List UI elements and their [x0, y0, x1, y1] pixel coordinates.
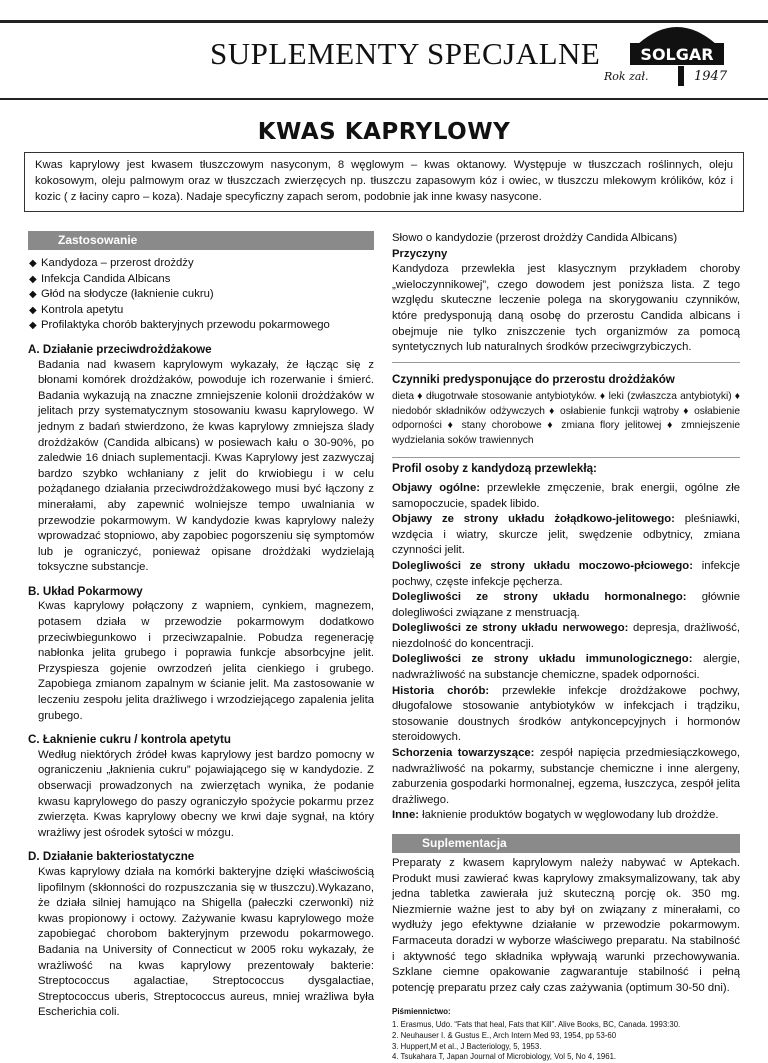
section-c-heading: C. Łaknienie cukru / kontrola apetytu — [28, 733, 231, 747]
profile-text: zespół napięcia przedmiesiączkowego, nadwrażliwość na pokarmy, substancje chemiczne i inne alergeny, zaburzenia gospodarki hormonalnej, egzema, łuszczyca, zespół jelita drażliwego. — [392, 747, 741, 806]
logo-brand: SOLGAR — [640, 45, 714, 64]
list-item-text: Głód na słodycze (łaknienie cukru) — [41, 288, 214, 301]
profile-label: Historia chorób: — [392, 684, 490, 697]
list-item-text: Profilaktyka chorób bakteryjnych przewodu pokarmowego — [41, 319, 330, 332]
intro-text: Kwas kaprylowy jest kwasem tłuszczowym nasyconym, 8 węglowym – kwas oktanowy. Występuje w tłuszczach roślinnych, oleju kokosowym, oleju palmowym oraz w tłuszczach zwierzęcych np. tłuszczu zapasowym kóz i owiec, w tłuszczu mlekowym królików, kóz i kozic ( z łaciny capro – koza). Nadaje specyficzny zapach serom, podobnie jak inne kwasy nasycone. — [35, 159, 733, 203]
list-item — [28, 318, 374, 334]
profile-label: Dolegliwości ze strony układu immunologicznego: — [392, 653, 693, 666]
references-list — [392, 1020, 740, 1063]
profile-item — [392, 746, 740, 808]
przyczyny-body: Kandydoza przewlekła jest klasycznym przykładem choroby „wieloczynnikowej”, czego dowodem jest poniższa lista. Z tego względu skuteczne leczenie polega na skorygowaniu czynników, które predysponują daną osobę do przerostu Candida albicans i obejmuje nie tylko zniszczenie tych organizmów za pomocą syntetycznych lub naturalnych środków przeciwgrzybiczych. — [392, 263, 740, 354]
profile-text: depresja, drażliwość, niezdolność do koncentracji. — [392, 622, 740, 650]
profile-text: alergie, nadwrażliwość na substancje chemiczne, spadek odporności. — [392, 653, 740, 682]
section-d-body: Kwas kaprylowy działa na komórki bakteryjne dzięki właściwością lipofilnym (skłonności do rozpuszczania się w tłuszczu).Wykazano, że działa silniej hamująco na Shigella (pałeczki czerwonki) niż kwas propionowy i octowy. Zażywanie kwasu kaprylowego może zapobiegać chorobom bakteryjnym przewodu pokarmowego. Badania na University of Connecticut w 2005 roku wykazały, że wrażliwość na kwas kaprylowy prezentowały bakterie: Streptococcus agalactiae, Streptococcus dysgalactiae, Streptococcus uberis, Streptococcus aureus, mniej wrażliwa była Escherichia coli. — [38, 865, 374, 1019]
profile-text: łaknienie produktów bogatych w węglowodany lub drożdże. — [422, 809, 719, 822]
solgar-logo — [602, 14, 752, 94]
list-item — [28, 303, 374, 319]
diamond-bullet-icon: ◆ — [29, 304, 37, 316]
references-title: Piśmiennictwo: — [392, 1007, 451, 1017]
list-item-text: Kontrola apetytu — [41, 303, 124, 316]
logo-arch — [638, 27, 716, 44]
suplementacja-body: Preparaty z kwasem kaprylowym należy nabywać w Aptekach. Produkt musi zawierać kwas kaprylowy zmaksymalizowany, tak aby jedna tabletka zawierała już skuteczną porcję ok. 350 mg. Niezmiernie ważne jest to aby był on związany z minerałami, co wydłuży jego efektywne działanie w przewodzie pokarmowym. Farmaceuta doradzi w wyborze właściwego preparatu. Na stabilność i aktywność tego składnika wpływają warunki przechowywania. Szklane ciemne opakowanie zagwarantuje stabilność i pełną potencję preparatu przez cały czas zażywania (optimum 30-50 dni). — [392, 857, 740, 994]
diamond-bullet-icon: ◆ — [29, 289, 37, 301]
profile-label: Objawy ze strony układu żołądkowo-jelitowego: — [392, 513, 675, 526]
diamond-bullet-icon: ◆ — [29, 320, 37, 332]
factors-list: dieta ♦ długotrwałe stosowanie antybiotyków. ♦ leki (zwłaszcza antybiotyki) ♦ niedobór składników odżywczych ♦ osłabienie funkcji wątroby ♦ osłabienie odporności ♦ stany chorobowe ♦ zmiana flory jelitowej ♦ zmniejszenie wydzielania soków trawiennych — [392, 391, 740, 446]
header-rule — [0, 98, 768, 100]
profile-text: przewlekłe zmęczenie, brak energii, ogólne złe samopoczucie, spadek libido. — [392, 481, 741, 510]
document-title: KWAS KAPRYLOWY — [257, 119, 511, 145]
profile-title: Profil osoby z kandydozą przewlekłą: — [392, 457, 740, 477]
profile-label: Schorzenia towarzyszące: — [392, 747, 535, 760]
profile-item — [392, 559, 740, 590]
series-title: SUPLEMENTY SPECJALNE — [210, 36, 601, 71]
list-item-text: Infekcja Candida Albicans — [41, 272, 171, 285]
profile-item — [392, 621, 740, 652]
profile-item — [392, 590, 740, 621]
left-column — [28, 231, 374, 1021]
profile-label: Dolegliwości ze strony układu hormonalnego: — [392, 591, 687, 604]
zastosowanie-list — [28, 256, 374, 334]
profile-label: Dolegliwości ze strony układu nerwowego: — [392, 622, 629, 635]
profile-item — [392, 652, 740, 683]
section-c-body: Według niektórych źródeł kwas kaprylowy jest bardzo pomocny w ograniczeniu „łaknienia cukru” pojawiającego się w kandydozie. Z obserwacji prowadzonych na zwierzętach wynika, że podanie kwasu kaprylowego do paszy ograniczyło spożycie pokarmu przez zwierzęta. Kwas kaprylowy obecny we krwi daje sygnał, na który wrażliwy jest ośrodek sytości w mózgu. — [38, 748, 374, 839]
section-a-body: Badania nad kwasem kaprylowym wykazały, że łącząc się z błonami komórek drożdżaków, powoduje ich rozerwanie i śmierć. Badania wykazują na znaczne zmniejszenie kolonii drożdżaków w jelitach przy systematycznym stosowaniu kwasu kaprylowego. W jednym z badań stwierdzono, że kwas kaprylowy zmniejsza ślady drożdżaków (Candida albicans) w posiewach kału o 30-90%, po zaledwie 16 dniach suplementacji. Kwas Kaprylowy jest zazwyczaj bardzo szybko wchłaniany z jelit do krwiobiegu i w celu pożądanego działania przeciwdrożdżakowego musi być łączony z minerałami, aby zapewnić wolniejsze tempo uwalniania w przewodzie pokarmowym. W kandydozie kwas kaprylowy należy wprowadzać stopniowo, aby zapobiec pogorszeniu się symptomów lub je ograniczyć, ponieważ opisane drożdżaki wydzielają toksyczne substancje. — [38, 358, 374, 574]
reference-item: 2. Neuhauser I. & Gustus E., Arch Intern Med 93, 1954, pp 53-60 — [392, 1030, 617, 1040]
diamond-bullet-icon: ◆ — [29, 273, 37, 285]
list-item — [28, 287, 374, 303]
profile-text: infekcje pochwy, częste infekcje pęcherza. — [392, 559, 740, 588]
profile-list — [392, 481, 740, 824]
profile-label: Dolegliwości ze strony układu moczowo-płciowego: — [392, 559, 693, 572]
list-item-text: Kandydoza – przerost drożdży — [41, 257, 194, 269]
intro-box — [24, 152, 744, 212]
przyczyny-label: Przyczyny — [392, 247, 448, 260]
diamond-bullet-icon: ◆ — [29, 258, 37, 269]
logo-since-year: 1947 — [694, 69, 728, 84]
profile-text: głównie dolegliwości związane z menstruacją. — [392, 591, 741, 619]
profile-label: Inne: — [392, 809, 419, 822]
profile-item — [392, 512, 740, 559]
profile-text: pleśniawki, wzdęcia i wiatry, skurcze jelit, swędzenie odbytnicy, zmiana czynności jelit. — [392, 513, 740, 557]
right-column — [392, 231, 740, 1063]
profile-item — [392, 684, 740, 746]
zastosowanie-header: Zastosowanie — [28, 231, 374, 250]
reference-item: 3. Huppert,M et al., J Bacteriology, 5, 1953. — [392, 1041, 542, 1051]
list-item — [28, 272, 374, 288]
logo-post — [678, 66, 684, 86]
reference-item: 4. Tsukahara T, Japan Journal of Microbiology, Vol 5, No 4, 1961. — [392, 1052, 617, 1062]
logo-since-label: Rok zał. — [604, 70, 649, 83]
section-b-body: Kwas kaprylowy połączony z wapniem, cynkiem, magnezem, potasem działa w przewodzie pokarmowym dodatkowo przeciwbiegunkowo i przeciwzapalnie. Pobudza regenerację nabłonka jelita grubego i poprawia funkcje absorbcyjne jelit. Przyspiesza gojenie owrzodzeń jelita cienkiego i grubego. Zapobiega zmianom zapalnym w ścianie jelit. Ma zastosowanie w leczeniu zespołu jelita drażliwego i wrzodziejącego zapalenia jelita grubego. — [38, 600, 374, 722]
candida-intro: Słowo o kandydozie (przerost drożdży Candida Albicans) — [392, 232, 678, 244]
profile-label: Objawy ogólne: — [392, 481, 480, 494]
suplementacja-header: Suplementacja — [392, 834, 740, 853]
profile-text: przewlekłe infekcje drożdżakowe pochwy, długofalowe stosowanie antybiotyków w infekcjach i trądziku, stosowanie doustnych środków antykoncepcyjnych i hormonów steroidowych. — [392, 684, 740, 744]
section-a-heading: A. Działanie przeciwdrożdżakowe — [28, 342, 212, 356]
profile-item — [392, 481, 740, 512]
list-item — [28, 256, 374, 272]
profile-item — [392, 808, 740, 824]
section-d-heading: D. Działanie bakteriostatyczne — [28, 850, 195, 864]
reference-item: 1. Erasmus, Udo. “Fats that heal, Fats that Kill”. Alive Books, BC, Canada. 1993:30. — [392, 1019, 681, 1029]
solgar-logo-graphic — [602, 14, 752, 94]
section-b-heading: B. Układ Pokarmowy — [28, 584, 143, 598]
factors-title: Czynniki predysponujące do przerostu drożdżaków — [392, 372, 675, 386]
divider — [392, 362, 740, 363]
